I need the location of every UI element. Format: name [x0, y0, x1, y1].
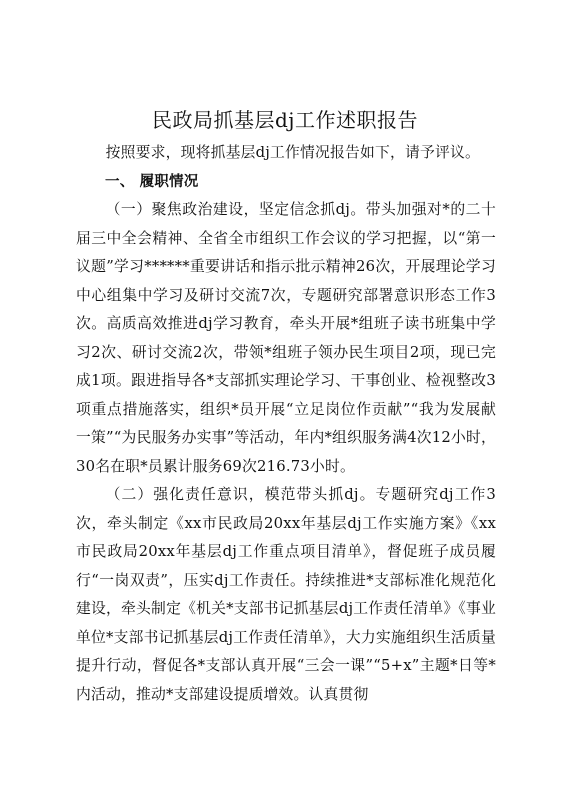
document-body	[76, 139, 496, 709]
document-title: 民政局抓基层dj工作述职报告	[151, 108, 418, 132]
intro-paragraph: 按照要求，现将抓基层dj工作情况报告如下，请予评议。	[105, 144, 480, 161]
body-paragraph: （二）强化责任意识，模范带头抓dj。专题研究dj工作3次，牵头制定《xx市民政局20xx年基层dj工作实施方案》《xx市民政局20xx年基层dj工作重点项目清单》，督促班子成员履行“一岗双责”，压实dj工作责任。持续推进*支部标准化规范化建设，牵头制定《机关*支部书记抓基层dj工作责任清单》《事业单位*支部书记抓基层dj工作责任清单》，大力实施组织生活质量提升行动，督促各*支部认真开展“三会一课”“5+x”主题*日等*内活动，推动*支部建设提质增效。认真贯彻	[76, 486, 496, 703]
section-heading: 一、 履职情况	[105, 173, 199, 190]
body-paragraph: （一）聚焦政治建设，坚定信念抓dj。带头加强对*的二十届三中全会精神、全省全市组织工作会议的学习把握，以“第一议题”学习******重要讲话和指示批示精神26次，开展理论学习中心组集中学习及研讨交流7次，专题研究部署意识形态工作3次。高质高效推进dj学习教育，牵头开展*组班子读书班集中学习2次、研讨交流2次，带领*组班子领办民生项目2项，现已完成1项。跟进指导各*支部抓实理论学习、干事创业、检视整改3项重点措施落实，组织*员开展“立足岗位作贡献”“我为发展献一策”“为民服务办实事”等活动，年内*组织服务满4次12小时，30名在职*员累计服务69次216.73小时。	[76, 201, 496, 475]
